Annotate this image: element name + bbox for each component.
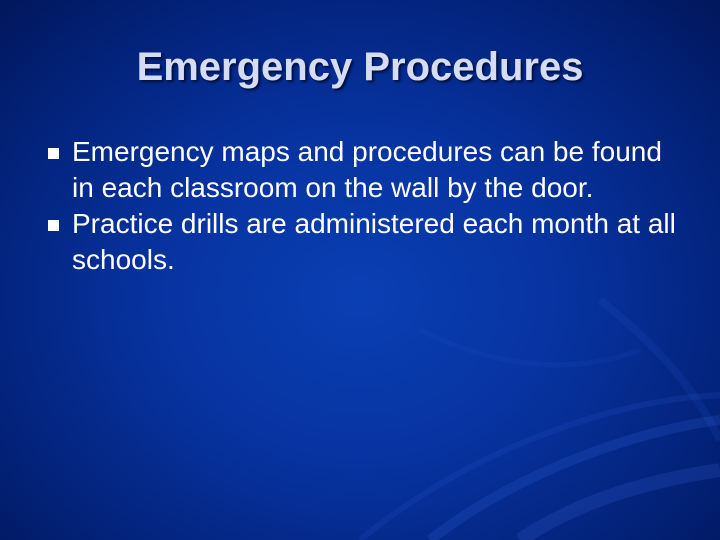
bullet-text: Emergency maps and procedures can be found in each classroom on the wall by the door. — [72, 136, 662, 203]
square-bullet-icon — [48, 220, 59, 231]
bullet-item — [48, 134, 688, 206]
bullet-item — [48, 206, 688, 278]
bullet-text: Practice drills are administered each month at all schools. — [72, 208, 676, 275]
slide-title: Emergency Procedures — [136, 45, 584, 89]
bullet-list — [48, 134, 688, 278]
square-bullet-icon — [48, 148, 59, 159]
